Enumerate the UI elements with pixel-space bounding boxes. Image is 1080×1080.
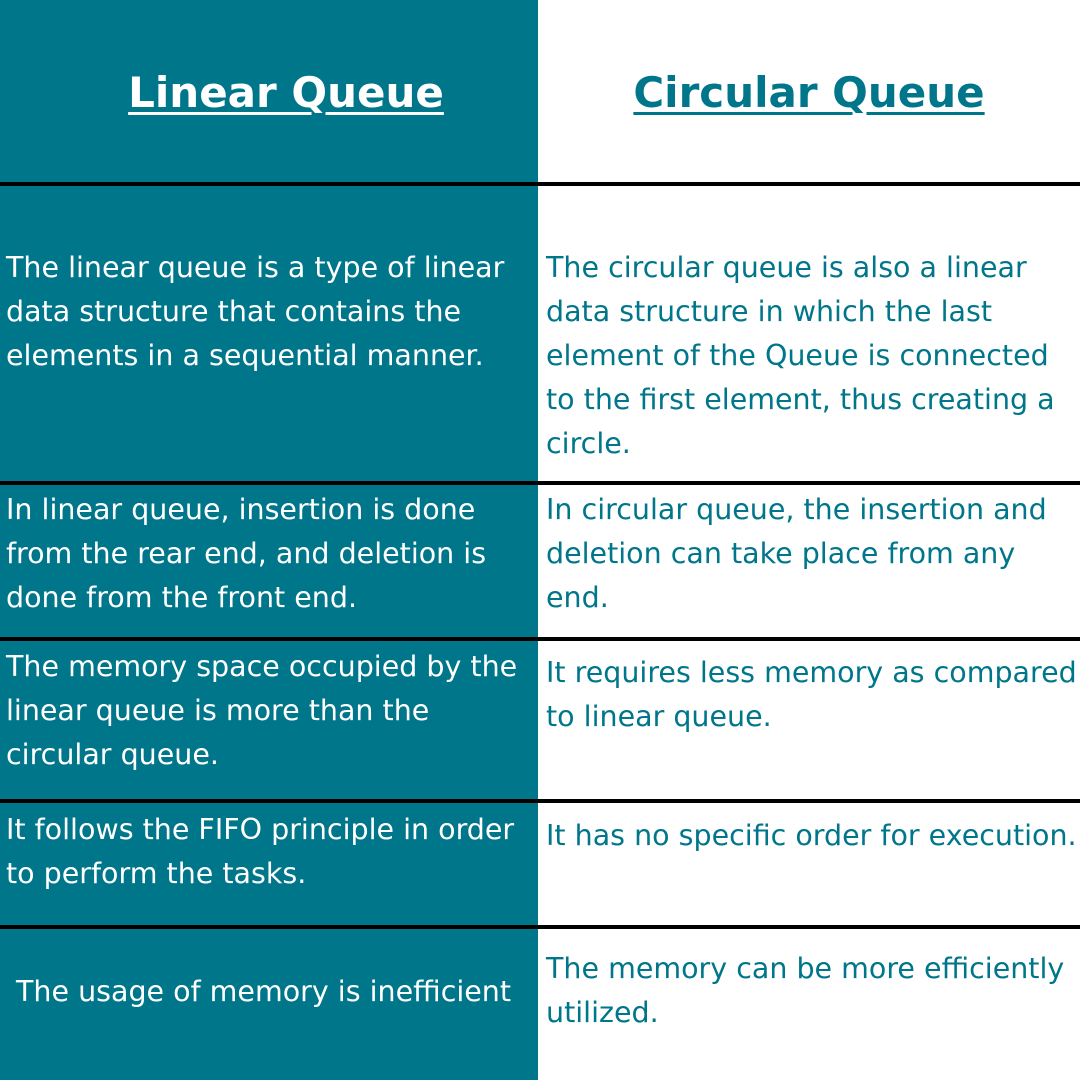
linear-queue-definition: The linear queue is a type of linear data structure that contains the elements in a sequential manner. bbox=[6, 251, 505, 372]
linear-queue-memory-usage: The usage of memory is inefficient bbox=[16, 975, 512, 1008]
row-divider bbox=[0, 799, 1080, 803]
circular-queue-heading: Circular Queue bbox=[633, 68, 985, 117]
circular-queue-definition: The circular queue is also a linear data structure in which the last element of the Queue is connected to the first element, thus creating a circle. bbox=[546, 251, 1055, 460]
linear-queue-order: It follows the FIFO principle in order to perform the tasks. bbox=[6, 813, 515, 890]
row-divider bbox=[0, 182, 1080, 186]
circular-queue-memory-space: It requires less memory as compared to linear queue. bbox=[546, 656, 1077, 733]
linear-queue-memory-space: The memory space occupied by the linear queue is more than the circular queue. bbox=[6, 650, 518, 771]
circular-queue-order: It has no specific order for execution. bbox=[546, 819, 1077, 852]
circular-queue-memory-usage: The memory can be more efficiently utilized. bbox=[546, 952, 1065, 1029]
row-divider bbox=[0, 637, 1080, 641]
row-divider bbox=[0, 925, 1080, 929]
circular-queue-insertion-deletion: In circular queue, the insertion and deletion can take place from any end. bbox=[546, 493, 1047, 614]
linear-queue-insertion-deletion: In linear queue, insertion is done from the rear end, and deletion is done from the front end. bbox=[6, 493, 487, 614]
linear-queue-heading: Linear Queue bbox=[128, 68, 444, 117]
row-divider bbox=[0, 481, 1080, 485]
